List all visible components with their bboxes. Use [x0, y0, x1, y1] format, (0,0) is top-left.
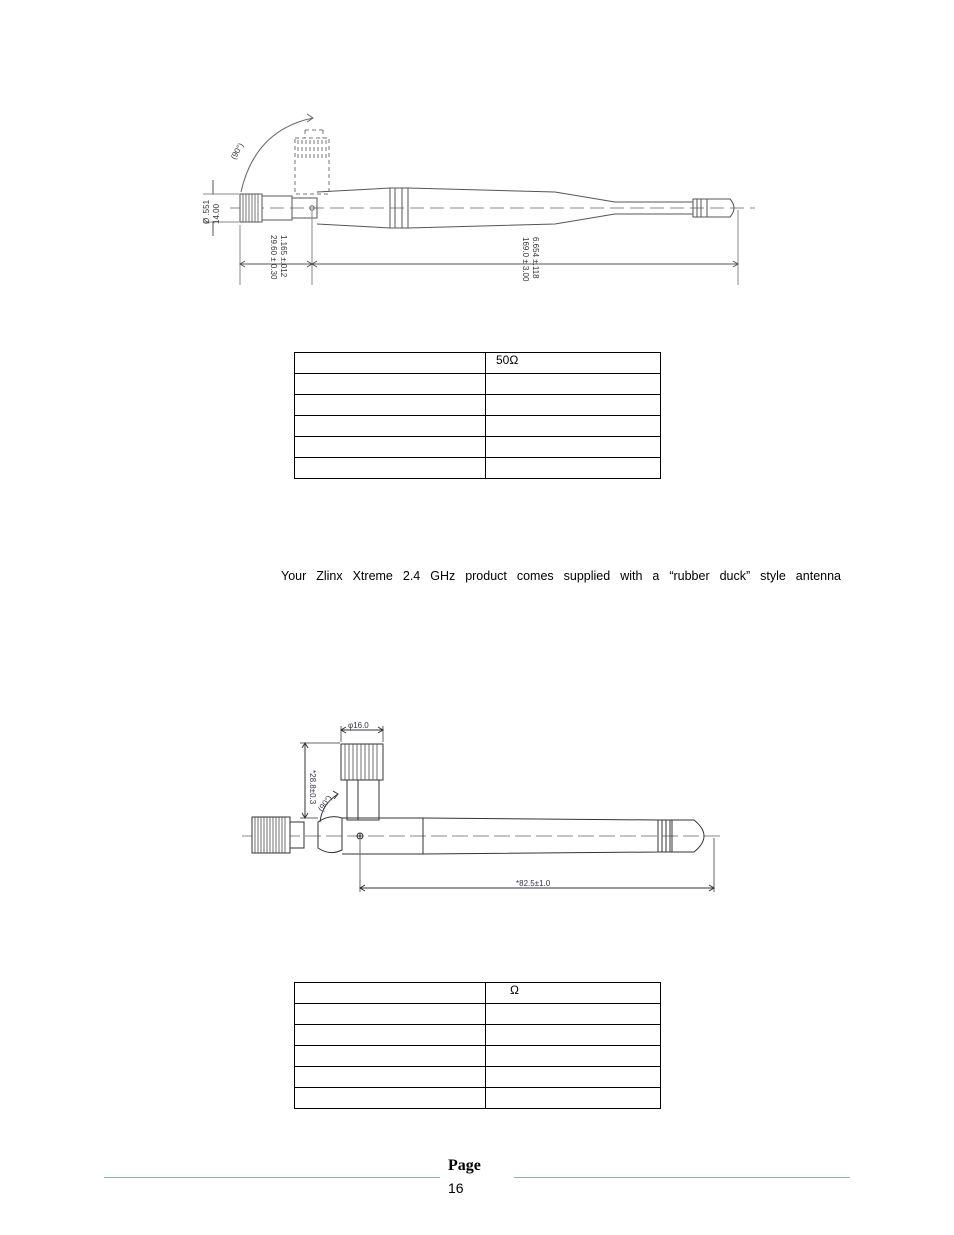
- page-label: Page: [448, 1157, 481, 1174]
- angle-label: (90°): [316, 793, 334, 814]
- table-cell: [295, 1088, 486, 1109]
- table-row: [295, 1067, 661, 1088]
- table-cell: [486, 374, 661, 395]
- table-cell: [486, 1046, 661, 1067]
- table-cell: [295, 353, 486, 374]
- diameter-label-mm: 14.00: [212, 203, 221, 224]
- table-cell: [486, 1067, 661, 1088]
- footer-rule-left: [104, 1177, 440, 1178]
- table-cell: [295, 437, 486, 458]
- table-cell: Ω: [486, 983, 661, 1004]
- table-row: [295, 395, 661, 416]
- table-cell: [486, 395, 661, 416]
- table-row: [295, 374, 661, 395]
- page-number: 16: [448, 1180, 464, 1196]
- connector-length-mm: 29.60 ± 0.30: [269, 235, 278, 280]
- diameter-label-in: Ø .551: [202, 199, 211, 224]
- spec-table-2: [294, 982, 661, 1109]
- table-cell: [486, 458, 661, 479]
- antenna-drawing-2: [238, 718, 728, 900]
- table-row: [295, 1004, 661, 1025]
- table-cell: [295, 416, 486, 437]
- table-cell: [295, 983, 486, 1004]
- table-row: [295, 1046, 661, 1067]
- table-cell: [295, 374, 486, 395]
- table-row: [295, 1088, 661, 1109]
- whip-length-in: 6.654 ±.118: [531, 237, 540, 279]
- body-paragraph: Your Zlinx Xtreme 2.4 GHz product comes supplied with a “rubber duck” style antenna: [281, 569, 841, 583]
- table-cell: 50Ω: [486, 353, 661, 374]
- whip-length-mm: 169.0 ± 3.00: [521, 237, 530, 282]
- table-cell: [295, 395, 486, 416]
- table-cell: [295, 458, 486, 479]
- table-cell: [486, 1025, 661, 1046]
- table-cell: [486, 437, 661, 458]
- connector-length-in: 1.165 ±.012: [279, 235, 288, 278]
- antenna-drawing-1: [195, 100, 765, 330]
- top-diameter-label: φ16.0: [348, 721, 369, 730]
- table-cell: [295, 1025, 486, 1046]
- table-cell: [486, 1004, 661, 1025]
- length-label: *82.5±1.0: [516, 879, 551, 888]
- table-row: [295, 1025, 661, 1046]
- table-row: [295, 416, 661, 437]
- table-row: [295, 437, 661, 458]
- table-row: [295, 983, 661, 1004]
- height-label: *28.8±0.3: [308, 770, 317, 805]
- footer-rule-right: [514, 1177, 850, 1178]
- table-cell: [486, 416, 661, 437]
- table-cell: [486, 1088, 661, 1109]
- table-cell: [295, 1067, 486, 1088]
- table-row: [295, 458, 661, 479]
- table-cell: [295, 1004, 486, 1025]
- angle-label: (90°): [228, 141, 246, 161]
- table-row: [295, 353, 661, 374]
- spec-table-1: [294, 352, 661, 479]
- table-cell: [295, 1046, 486, 1067]
